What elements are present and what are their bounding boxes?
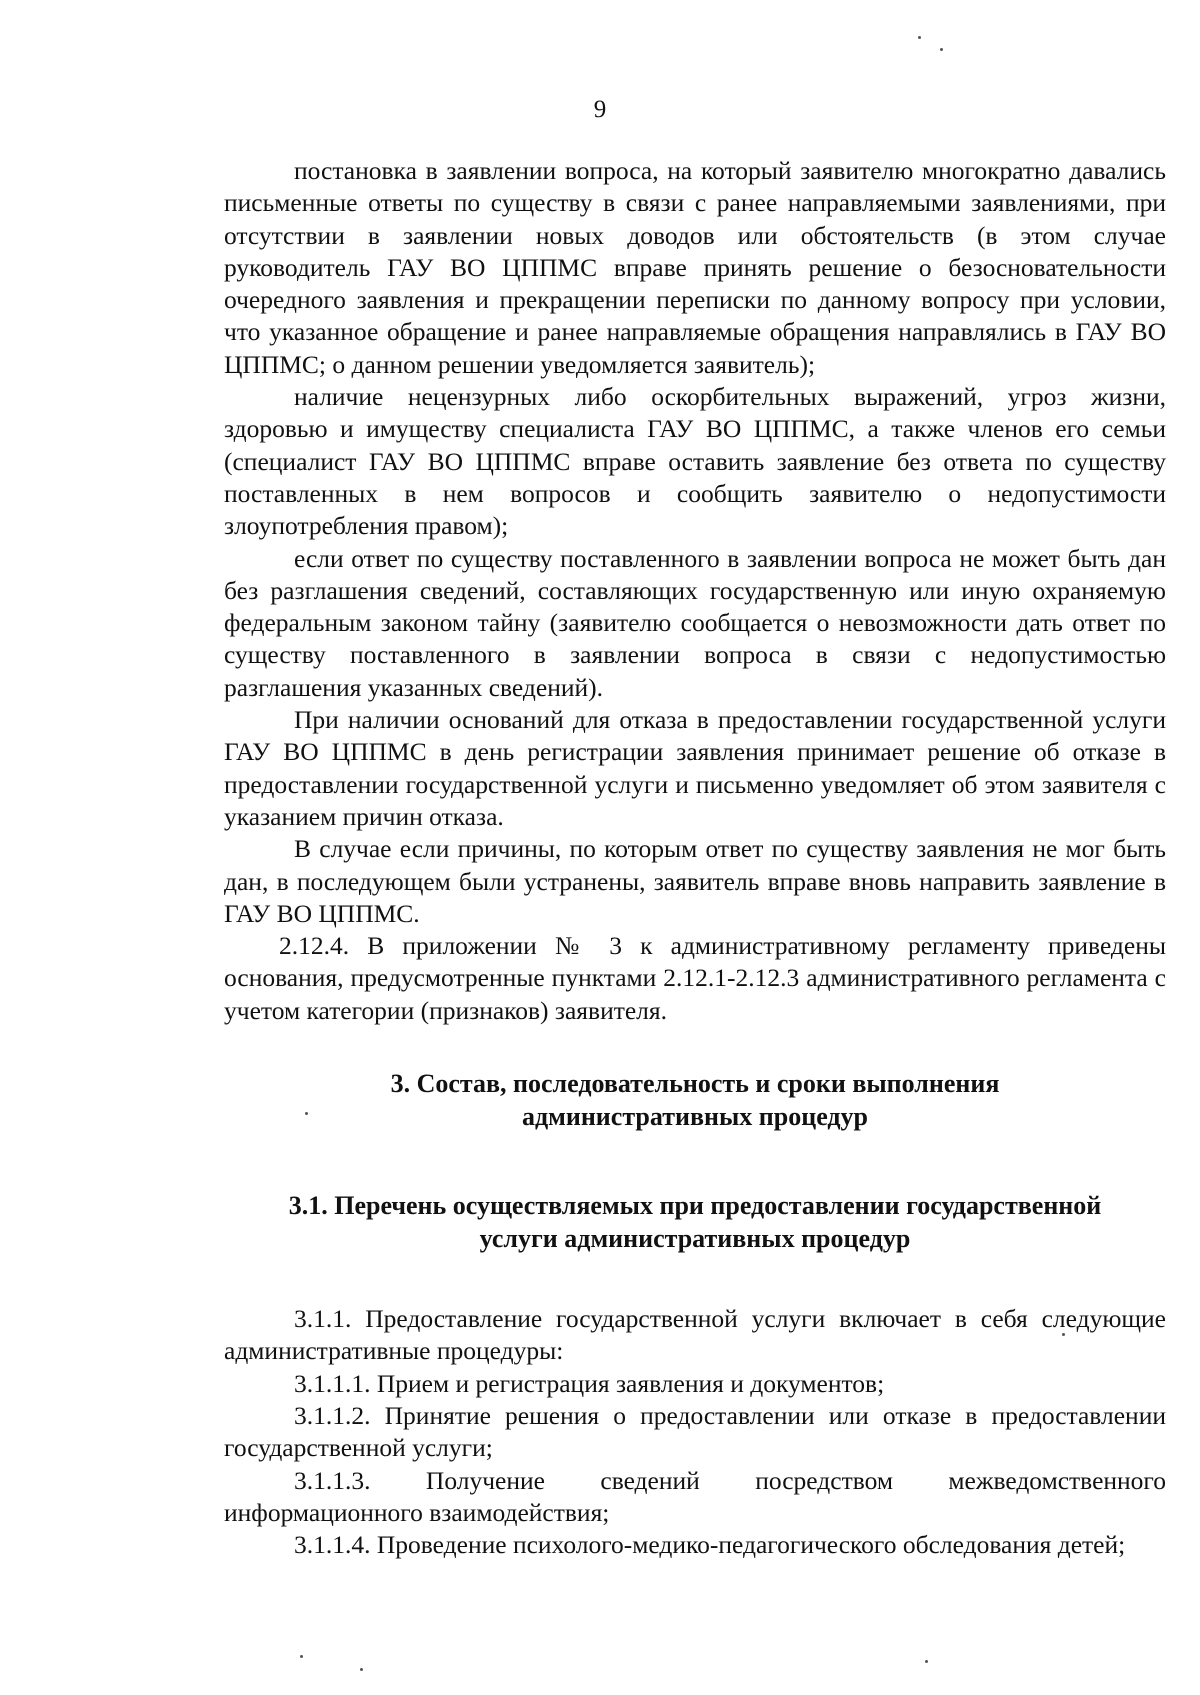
section-3-heading-line2: административных процедур — [521, 1102, 869, 1132]
section-3-heading-line1: 3. Состав, последовательность и сроки выполнения — [390, 1069, 1000, 1099]
scan-speck — [940, 48, 943, 51]
page-number: 9 — [593, 96, 607, 123]
section-3-1-heading-line2: услуги административных процедур — [479, 1224, 911, 1254]
scan-speck — [925, 1660, 928, 1663]
section-3-heading — [224, 1067, 1166, 1133]
paragraph-3-1-1-1: 3.1.1.1. Прием и регистрация заявления и документов; — [294, 1368, 885, 1398]
document-body — [224, 155, 1166, 1561]
scan-speck — [300, 1655, 303, 1658]
scan-speck — [1062, 1333, 1065, 1336]
paragraph-3-1-1-2: 3.1.1.2. Принятие решения о предоставлении или отказе в предоставлении государственной услуги; — [224, 1400, 1166, 1463]
paragraph-resubmission: В случае если причины, по которым ответ по существу заявления не мог быть дан, в последующем были устранены, заявитель вправе вновь направить заявление в ГАУ ВО ЦППМС. — [224, 834, 1166, 928]
paragraph-repeated-question: постановка в заявлении вопроса, на который заявителю многократно давались письменные ответы по существу в связи с ранее направляемыми заявлениями, при отсутствии в заявлении новых доводов или обстоятельств (в этом случае руководитель ГАУ ВО ЦППМС вправе принять решение о безосновательности очередного заявления и прекращении переписки по данному вопросу при условии, что указанное обращение и ранее направляемые обращения направлялись в ГАУ ВО ЦППМС; о данном решении уведомляется заявитель); — [224, 156, 1166, 379]
scan-speck — [918, 36, 921, 39]
paragraph-refusal-decision: При наличии оснований для отказа в предоставлении государственной услуги ГАУ ВО ЦППМС в день регистрации заявления принимает решение об отказе в предоставлении государственной услуги и письменно уведомляет об этом заявителя с указанием причин отказа. — [224, 705, 1166, 831]
section-3-1-heading-line1: 3.1. Перечень осуществляемых при предоставлении государственной — [288, 1191, 1102, 1221]
paragraph-state-secret: если ответ по существу поставленного в заявлении вопроса не может быть дан без разглашения сведений, составляющих государственную или иную охраняемую федеральным законом тайну (заявителю сообщается о невозможности дать ответ по существу поставленного в заявлении вопроса в связи с недопустимостью разглашения указанных сведений). — [224, 543, 1166, 702]
scan-speck — [305, 1112, 308, 1115]
section-3-1-heading — [224, 1189, 1166, 1255]
paragraph-offensive-language: наличие нецензурных либо оскорбительных выражений, угроз жизни, здоровью и имуществу специалиста ГАУ ВО ЦППМС, а также членов его семьи (специалист ГАУ ВО ЦППМС вправе оставить заявление без ответа по существу поставленных в нем вопросов и сообщить заявителю о недопустимости злоупотребления правом); — [224, 382, 1166, 541]
paragraph-3-1-1: 3.1.1. Предоставление государственной услуги включает в себя следующие административные процедуры: — [224, 1304, 1166, 1366]
paragraph-3-1-1-3: 3.1.1.3. Получение сведений посредством межведомственного информационного взаимодействия; — [224, 1465, 1166, 1527]
paragraph-2-12-4: 2.12.4. В приложении № 3 к административному регламенту приведены основания, предусмотренные пунктами 2.12.1-2.12.3 административного регламента с учетом категории (признаков) заявителя. — [224, 931, 1166, 1025]
scan-speck — [360, 1668, 363, 1671]
paragraph-3-1-1-4: 3.1.1.4. Проведение психолого-медико-педагогического обследования детей; — [294, 1530, 1126, 1560]
